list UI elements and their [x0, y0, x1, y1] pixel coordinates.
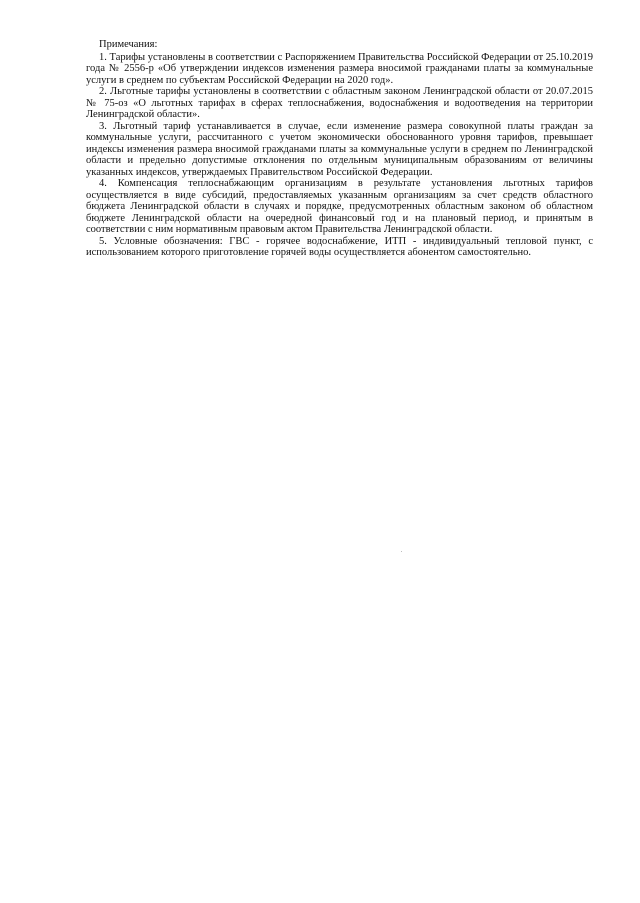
note-item-5: 5. Условные обозначения: ГВС - горячее водоснабжение, ИТП - индивидуальный тепловой пункт, с использованием которого приготовление горячей воды осуществляется абонентом самостоятельно.	[86, 235, 593, 258]
note-item-4: 4. Компенсация теплоснабжающим организациям в результате установления льготных тарифов осуществляется в виде субсидий, предоставляемых указанным организациям за счет средств областного бюджета Ленинградской области в случаях и порядке, предусмотренных областным законом об областном бюджете Ленинградской области на очередной финансовый год и на плановый период, и принятым в соответствии с ним нормативным правовым актом Правительства Ленинградской области.	[86, 178, 593, 235]
note-item-3: 3. Льготный тариф устанавливается в случае, если изменение размера совокупной платы граждан за коммунальные услуги, рассчитанного с учетом экономически обоснованного уровня тарифов, превышает индексы изменения размера вносимой гражданами платы за коммунальные услуги в среднем по Ленинградской области и предельно допустимые отклонения по отдельным муниципальным образованиям от величины указанных индексов, утверждаемых Правительством Российской Федерации.	[86, 120, 593, 178]
notes-title: Примечания:	[99, 39, 158, 50]
note-item-1: 1. Тарифы установлены в соответствии с Распоряжением Правительства Российской Федерации от 25.10.2019 года № 2556-р «Об утверждении индексов изменения размера вносимой гражданами платы за коммунальные услуги в среднем по субъектам Российской Федерации на 2020 год».	[86, 51, 593, 86]
note-item-2: 2. Льготные тарифы установлены в соответствии с областным законом Ленинградской области от 20.07.2015 № 75-оз «О льготных тарифах в сферах теплоснабжения, водоснабжения и водоотведения на территории Ленинградской области».	[86, 86, 593, 120]
scan-speck	[401, 551, 402, 552]
notes-section	[86, 39, 593, 259]
